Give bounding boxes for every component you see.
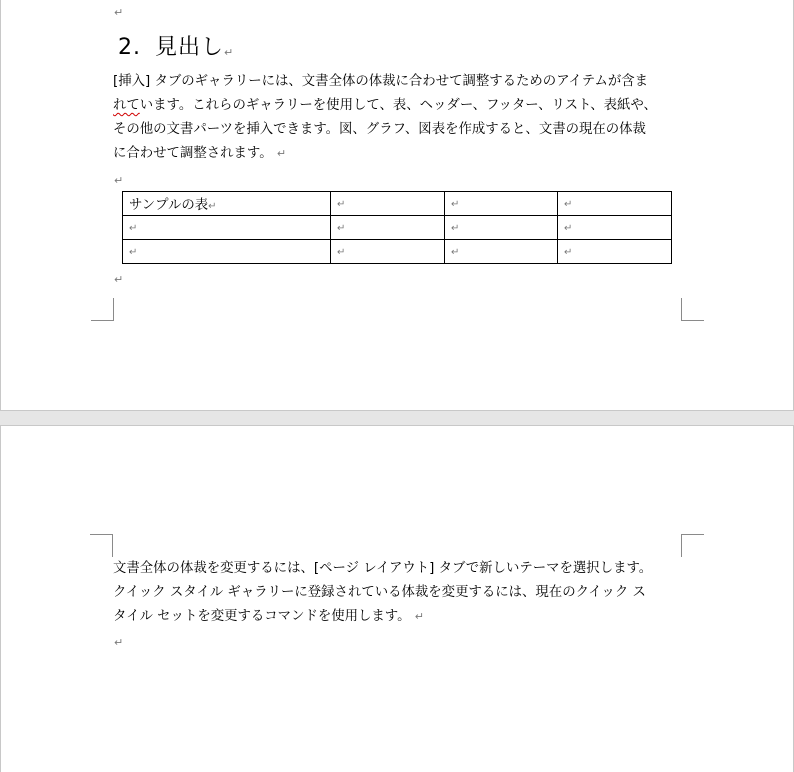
- end-of-cell-mark: ↵: [208, 201, 217, 212]
- body-line: その他の文書パーツを挿入できます。図、グラフ、図表を作成すると、文書の現在の体裁: [113, 122, 646, 137]
- end-of-cell-mark: ↵: [451, 223, 460, 234]
- body-paragraph-1[interactable]: [113, 70, 688, 166]
- document-page-2: [0, 425, 794, 772]
- table-cell[interactable]: [558, 192, 672, 216]
- paragraph-mark: ↵: [114, 273, 124, 286]
- table-row: [123, 192, 672, 216]
- body-line: 文書全体の体裁を変更するには、[ページ レイアウト] タブで新しいテーマを選択します。: [113, 561, 653, 576]
- top-margin-corner-left: [90, 534, 113, 557]
- table-cell[interactable]: [445, 240, 558, 264]
- body-line: に合わせて調整されます。 ↵: [113, 146, 287, 161]
- end-of-cell-mark: ↵: [564, 223, 573, 234]
- end-of-cell-mark: ↵: [337, 199, 346, 210]
- paragraph-mark: ↵: [114, 6, 124, 19]
- end-of-cell-mark: ↵: [337, 247, 346, 258]
- table-cell[interactable]: [123, 192, 331, 216]
- paragraph-mark: ↵: [414, 610, 424, 623]
- bottom-margin-corner-left: [91, 298, 114, 321]
- table-row: [123, 240, 672, 264]
- table-cell[interactable]: [123, 240, 331, 264]
- body-line: クイック スタイル ギャラリーに登録されている体裁を変更するには、現在のクイック ス: [113, 585, 646, 600]
- heading-text: 見出し: [155, 35, 225, 60]
- heading-2[interactable]: [118, 33, 234, 63]
- heading-number: 2.: [118, 35, 141, 60]
- end-of-cell-mark: ↵: [564, 199, 573, 210]
- top-margin-corner-right: [681, 534, 704, 557]
- body-paragraph-2[interactable]: [113, 557, 688, 629]
- page-gap: [0, 411, 794, 425]
- sample-table[interactable]: [122, 191, 672, 264]
- body-line: [挿入] タブのギャラリーには、文書全体の体裁に合わせて調整するためのアイテムが含ま: [113, 74, 649, 89]
- body-line: タイル セットを変更するコマンドを使用します。 ↵: [113, 609, 424, 624]
- paragraph-mark: ↵: [114, 174, 124, 187]
- bottom-margin-corner-right: [681, 298, 704, 321]
- table-body: [123, 192, 672, 264]
- table-cell[interactable]: [558, 216, 672, 240]
- cell-text: サンプルの表: [129, 198, 209, 213]
- paragraph-mark: ↵: [114, 636, 124, 649]
- end-of-cell-mark: ↵: [337, 223, 346, 234]
- table-cell[interactable]: [445, 216, 558, 240]
- table-cell[interactable]: [331, 240, 445, 264]
- spelling-error-underline[interactable]: れて: [113, 98, 140, 113]
- table-row: [123, 216, 672, 240]
- table-cell[interactable]: [331, 192, 445, 216]
- table-cell[interactable]: [123, 216, 331, 240]
- table-cell[interactable]: [558, 240, 672, 264]
- end-of-cell-mark: ↵: [129, 223, 138, 234]
- table-cell[interactable]: [331, 216, 445, 240]
- table-cell[interactable]: [445, 192, 558, 216]
- end-of-cell-mark: ↵: [564, 247, 573, 258]
- body-line: れています。これらのギャラリーを使用して、表、ヘッダー、フッター、リスト、表紙や、: [113, 98, 657, 113]
- paragraph-mark: ↵: [224, 46, 235, 59]
- end-of-cell-mark: ↵: [451, 247, 460, 258]
- end-of-cell-mark: ↵: [129, 247, 138, 258]
- paragraph-mark: ↵: [276, 147, 287, 160]
- end-of-cell-mark: ↵: [451, 199, 460, 210]
